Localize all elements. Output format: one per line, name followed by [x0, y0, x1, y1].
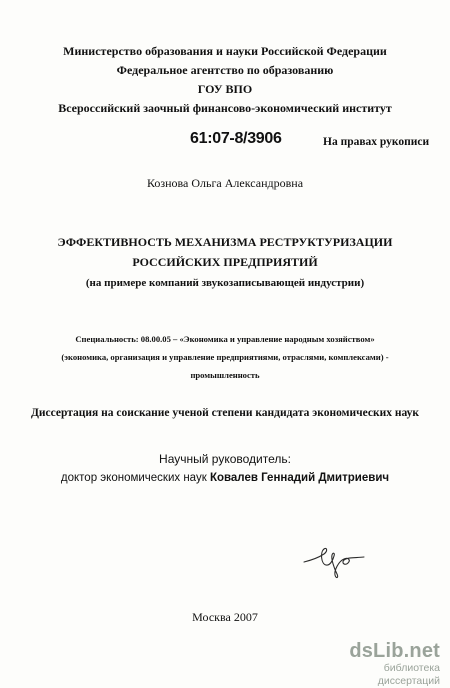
ministry-line: Министерство образования и науки Российской Федерации [63, 44, 387, 58]
institute-line: Всероссийский заочный финансово-экономический институт [58, 101, 392, 115]
specialty-line-1: Специальность: 08.00.05 – «Экономика и управление народным хозяйством» [75, 334, 375, 344]
gou-line: ГОУ ВПО [197, 82, 253, 96]
agency-line: Федеральное агентство по образованию [116, 63, 334, 77]
supervisor-line [0, 472, 450, 484]
city-year: Москва 2007 [192, 610, 258, 624]
thesis-title-line-2: РОССИЙСКИХ ПРЕДПРИЯТИЙ [132, 255, 318, 269]
watermark-logo: dsLib.net [349, 640, 440, 662]
watermark [320, 640, 440, 688]
thesis-title-line-1: ЭФФЕКТИВНОСТЬ МЕХАНИЗМА РЕСТРУКТУРИЗАЦИИ [57, 235, 393, 249]
handwritten-signature [300, 540, 370, 580]
thesis-subtitle: (на примере компаний звукозаписывающей индустрии) [85, 277, 365, 289]
specialty-line-3: промышленность [190, 370, 260, 380]
registration-code: 61:07-8/3906 [190, 130, 282, 147]
watermark-subtitle: библиотека диссертаций [377, 662, 440, 687]
specialty-line-2: (экономика, организация и управление предприятиями, отраслями, комплексами) - [61, 352, 389, 362]
supervisor-name: Ковалев Геннадий Дмитриевич [209, 472, 390, 484]
dissertation-statement: Диссертация на соискание ученой степени кандидата экономических наук [31, 407, 419, 419]
supervisor-degree: доктор экономических наук [60, 472, 207, 484]
rights-notice: На правах рукописи [323, 136, 430, 148]
author-name: Кознова Ольга Александровна [146, 176, 304, 190]
supervisor-label: Научный руководитель: [159, 452, 291, 466]
